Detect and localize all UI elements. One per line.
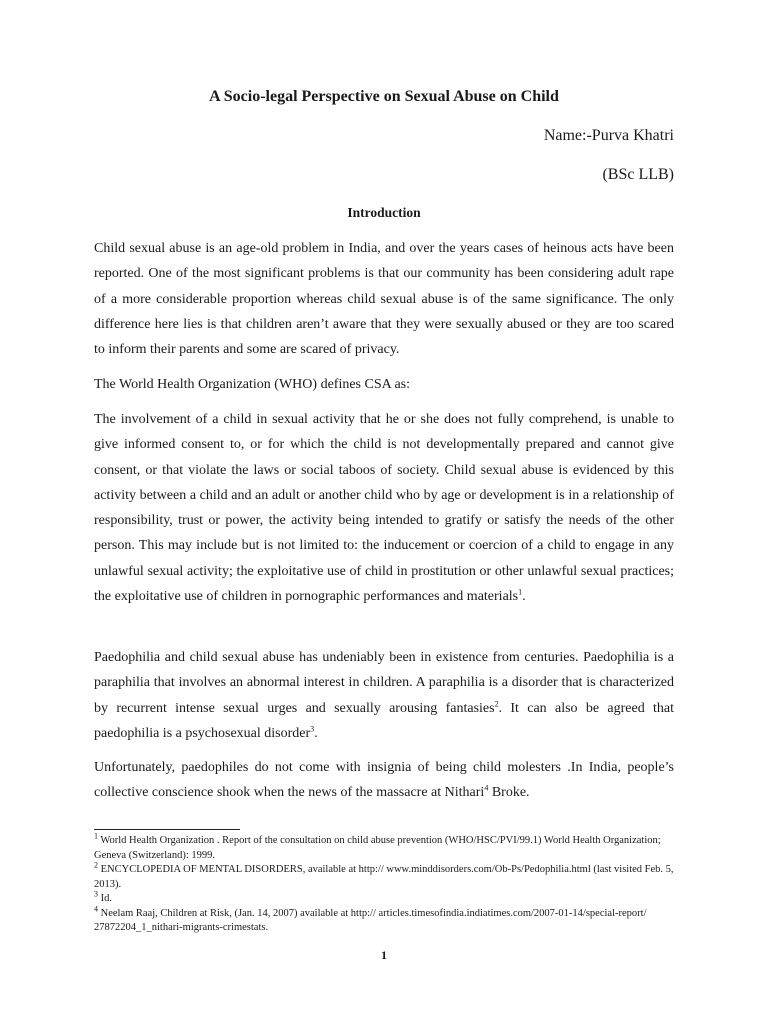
paragraph-3-text xyxy=(94,407,674,609)
footnote-1 xyxy=(94,831,694,863)
footnote-2-text[interactable]: ENCYCLOPEDIA OF MENTAL DISORDERS, available at http:// www.minddisorders.com/Ob-Ps/Pedophilia.html (last visited Feb. 5, 2013). xyxy=(94,864,674,890)
paragraph-5-part-b: Broke. xyxy=(488,785,530,801)
footnote-ref-3[interactable]: 3 xyxy=(310,724,315,734)
footnote-ref-4[interactable]: 4 xyxy=(484,783,489,793)
paragraph-5 xyxy=(94,755,674,806)
paragraph-3-body: The involvement of a child in sexual activity that he or she does not fully comprehend, is unable to give informed consent to, or for which the child is not developmentally prepared and cannot give consent, or that violate the laws or social taboos of society. Child sexual abuse is evidenced by this activity between a child and an adult or another child who by age or development is in a relationship of responsibility, trust or power, the activity being intended to gratify or satisfy the needs of the other person. This may include but is not limited to: the inducement or coercion of a child to engage in any unlawful sexual activity; the exploitative use of child in prostitution or other unlawful sexual practices; the exploitative use of children in pornographic performances and materials xyxy=(94,412,674,605)
paragraph-4 xyxy=(94,645,674,746)
footnote-2-number: 2 xyxy=(94,860,98,870)
paragraph-5-text xyxy=(94,755,674,806)
paragraph-3 xyxy=(94,407,674,609)
paragraph-2 xyxy=(94,372,674,397)
paragraph-1 xyxy=(94,236,674,362)
footnote-4-text[interactable]: Neelam Raaj, Children at Risk, (Jan. 14, 2007) available at http:// articles.timesofindia.indiatimes.com/2007-01-14/special-report/ 27872204_1_nithari-migrants-crimestats. xyxy=(94,907,647,933)
document-title: A Socio-legal Perspective on Sexual Abuse on Child xyxy=(209,88,559,105)
author-degree: (BSc LLB) xyxy=(602,166,674,183)
paragraph-4-text xyxy=(94,645,674,746)
footnote-divider xyxy=(94,829,240,830)
paragraph-2-text: The World Health Organization (WHO) defines CSA as: xyxy=(94,377,411,392)
paragraph-4-part-a: Paedophilia and child sexual abuse has undeniably been in existence from centuries. Paedophilia is a paraphilia that involves an abnormal interest in children. A paraphilia is a disorder that is characterized by recurrent intense sexual urges and sexually arousing fantasies xyxy=(94,650,674,716)
page-number: 1 xyxy=(381,948,387,962)
paragraph-3-end: . xyxy=(522,589,526,605)
paragraph-5-part-a: Unfortunately, paedophiles do not come with insignia of being child molesters .In India, people’s collective conscience shook when the news of the massacre at Nithari xyxy=(94,760,674,801)
footnote-1-number: 1 xyxy=(94,831,98,841)
section-heading: Introduction xyxy=(347,205,421,220)
footnote-2 xyxy=(94,860,694,892)
footnote-4 xyxy=(94,904,694,936)
footnote-4-number: 4 xyxy=(94,904,98,913)
author-name: Name:-Purva Khatri xyxy=(543,127,674,144)
paragraph-4-end: . xyxy=(314,725,318,741)
paragraph-4-part-b: . It can also be agreed that paedophilia is a psychosexual disorder xyxy=(94,700,674,741)
footnote-3-text: Id. xyxy=(98,893,112,904)
footnote-3 xyxy=(94,889,694,907)
footnote-1-text: World Health Organization . Report of the consultation on child abuse prevention (WHO/HSC/PVI/99.1) World Health Organization; Geneva (Switzerland): 1999. xyxy=(94,835,661,861)
footnotes xyxy=(94,831,694,936)
footnote-3-number: 3 xyxy=(94,889,98,899)
footnote-ref-1[interactable]: 1 xyxy=(518,587,523,597)
paragraph-1-text: Child sexual abuse is an age-old problem in India, and over the years cases of heinous acts have been reported. One of the most significant problems is that our community has been considering adult rape of a more considerable proportion whereas child sexual abuse is of the same significance. The only difference here lies is that children aren’t aware that they were sexually abused or they are too scared to inform their parents and some are scared of privacy. xyxy=(94,241,674,358)
footnote-ref-2[interactable]: 2 xyxy=(494,698,499,708)
